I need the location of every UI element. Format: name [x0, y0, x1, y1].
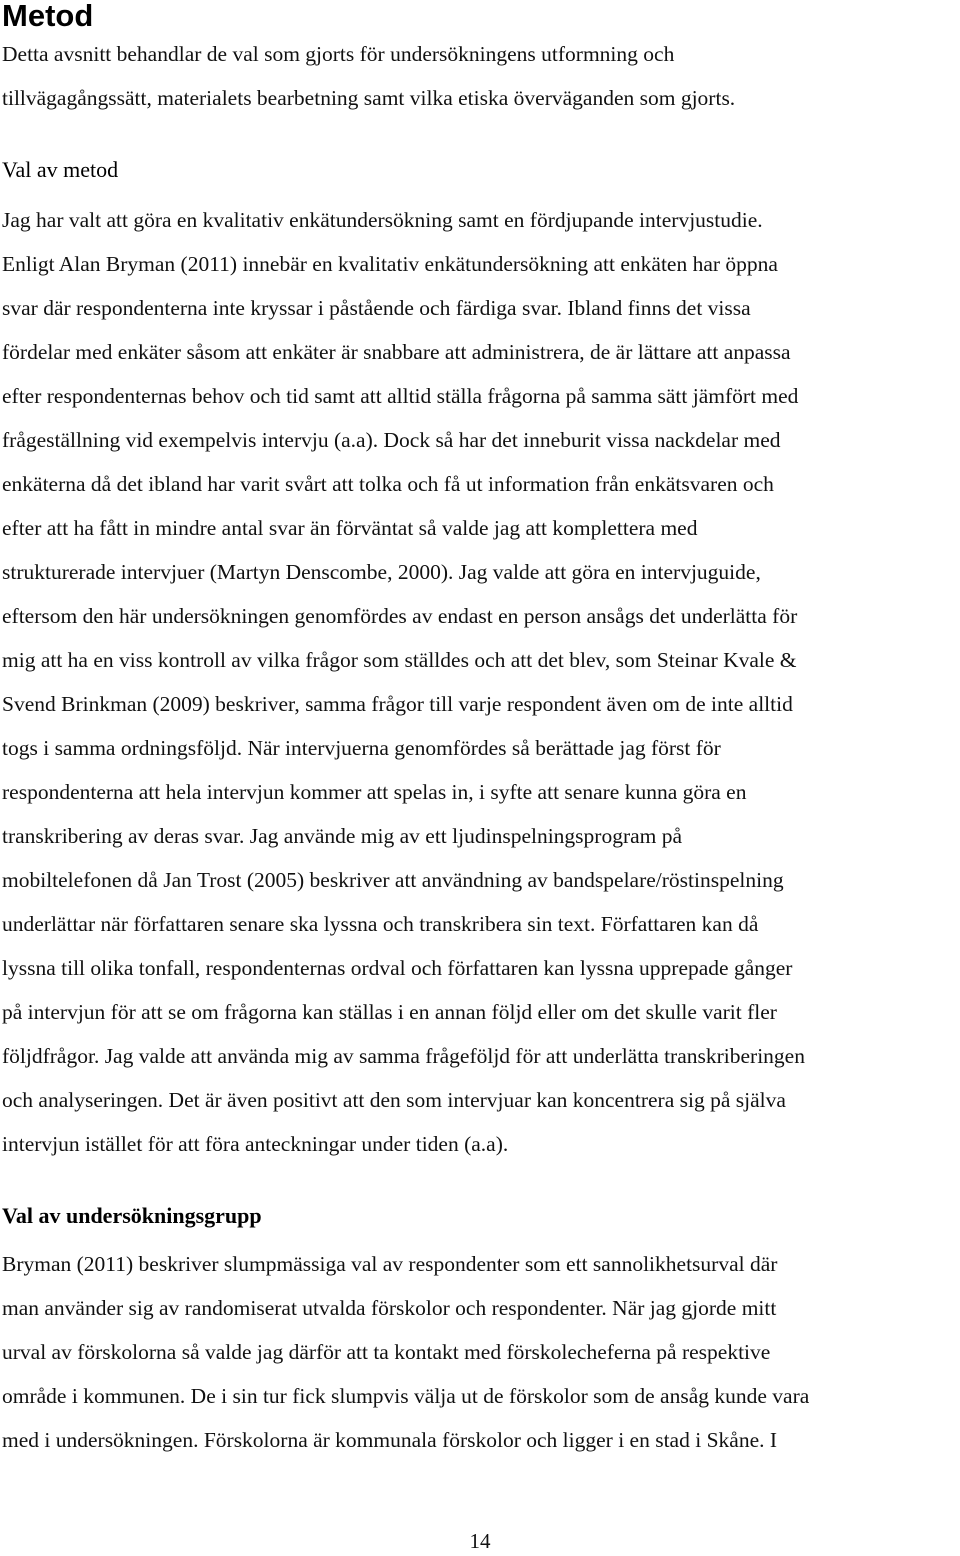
intro-line: tillvägagångssätt, materialets bearbetning samt vilka etiska överväganden som gjorts. — [2, 86, 736, 110]
section-heading-val-av-metod: Val av metod — [2, 157, 119, 182]
body-line: underlättar när författaren senare ska lyssna och transkribera sin text. Författaren kan då — [2, 912, 759, 936]
body-line: följdfrågor. Jag valde att använda mig av samma frågeföljd för att underlätta transkriberingen — [2, 1044, 805, 1068]
body-line: mig att ha en viss kontroll av vilka frågor som ställdes och att det blev, som Steinar Kvale & — [2, 648, 797, 672]
body-line: på intervjun för att se om frågorna kan ställas i en annan följd eller om det skulle varit fler — [2, 1000, 777, 1024]
body-line: urval av förskolorna så valde jag därför att ta kontakt med förskolecheferna på respektive — [2, 1340, 771, 1364]
body-line: mobiltelefonen då Jan Trost (2005) beskriver att användning av bandspelare/röstinspelning — [2, 868, 784, 892]
body-line: med i undersökningen. Förskolorna är kommunala förskolor och ligger i en stad i Skåne. I — [2, 1428, 778, 1452]
body-line: område i kommunen. De i sin tur fick slumpvis välja ut de förskolor som de ansåg kunde vara — [2, 1384, 810, 1408]
body-line: Svend Brinkman (2009) beskriver, samma frågor till varje respondent även om de inte alltid — [2, 692, 793, 716]
body-line: strukturerade intervjuer (Martyn Denscombe, 2000). Jag valde att göra en intervjuguide, — [2, 560, 761, 584]
body-line: svar där respondenterna inte kryssar i påstående och färdiga svar. Ibland finns det vissa — [2, 296, 751, 320]
body-line: man använder sig av randomiserat utvalda förskolor och respondenter. När jag gjorde mitt — [2, 1296, 777, 1320]
body-line: enkäterna då det ibland har varit svårt att tolka och få ut information från enkätsvaren och — [2, 472, 774, 496]
body-line: togs i samma ordningsföljd. När intervjuerna genomfördes så berättade jag först för — [2, 736, 721, 760]
body-line: intervjun istället för att föra anteckningar under tiden (a.a). — [2, 1132, 509, 1156]
page-heading: Metod — [2, 0, 94, 33]
body-line: eftersom den här undersökningen genomfördes av endast en person ansågs det underlätta för — [2, 604, 798, 628]
body-line: fördelar med enkäter såsom att enkäter är snabbare att administrera, de är lättare att anpassa — [2, 340, 791, 364]
body-line: efter respondenternas behov och tid samt att alltid ställa frågorna på samma sätt jämfört med — [2, 384, 799, 408]
intro-line: Detta avsnitt behandlar de val som gjorts för undersökningens utformning och — [2, 42, 675, 66]
body-line: frågeställning vid exempelvis intervju (a.a). Dock så har det inneburit vissa nackdelar med — [2, 428, 781, 452]
body-line: och analyseringen. Det är även positivt att den som intervjuar kan koncentrera sig på själva — [2, 1088, 786, 1112]
body-line: respondenterna att hela intervjun kommer att spelas in, i syfte att senare kunna göra en — [2, 780, 747, 804]
body-line: Jag har valt att göra en kvalitativ enkätundersökning samt en fördjupande intervjustudie. — [2, 208, 763, 232]
body-line: Enligt Alan Bryman (2011) innebär en kvalitativ enkätundersökning att enkäten har öppna — [2, 252, 778, 276]
body-line: transkribering av deras svar. Jag använde mig av ett ljudinspelningsprogram på — [2, 824, 683, 848]
body-line: Bryman (2011) beskriver slumpmässiga val av respondenter som ett sannolikhetsurval där — [2, 1252, 778, 1276]
body-line: lyssna till olika tonfall, respondenternas ordval och författaren kan lyssna upprepade gånger — [2, 956, 793, 980]
page-number: 14 — [469, 1529, 491, 1553]
section-heading-val-av-undersokningsgrupp: Val av undersökningsgrupp — [2, 1203, 262, 1228]
body-line: efter att ha fått in mindre antal svar än förväntat så valde jag att komplettera med — [2, 516, 698, 540]
